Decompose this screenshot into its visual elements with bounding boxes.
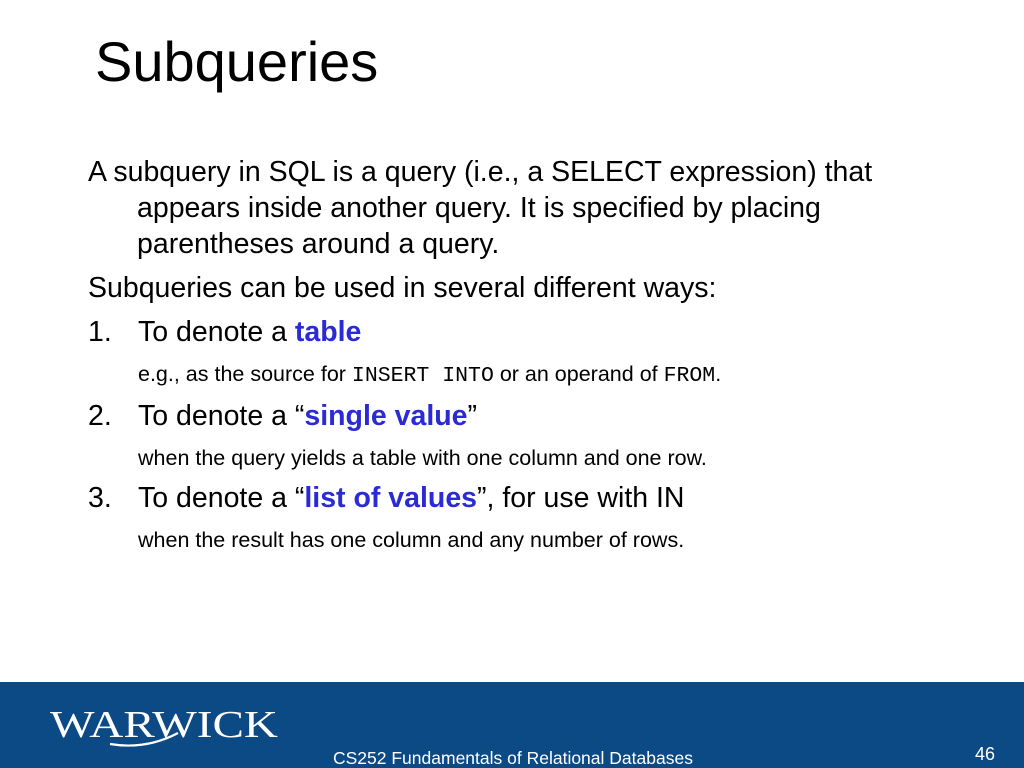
warwick-logo xyxy=(50,700,282,752)
list-item xyxy=(88,398,968,434)
item-text-after: ” xyxy=(467,400,478,432)
note-text: e.g., as the source for xyxy=(138,362,352,386)
slide-body xyxy=(88,154,968,554)
note-text: or an operand of xyxy=(493,362,664,386)
item-highlight: table xyxy=(294,316,362,348)
item-number: 1. xyxy=(88,316,112,348)
code-from: FROM xyxy=(663,364,716,388)
item-text: To denote a xyxy=(138,316,295,348)
item-note xyxy=(88,360,968,390)
list-item xyxy=(88,480,968,516)
item-note: when the query yields a table with one column and one row. xyxy=(138,446,707,470)
item-number: 2. xyxy=(88,400,112,432)
footer-bar xyxy=(0,682,1024,768)
item-highlight: single value xyxy=(304,400,468,432)
item-text: To denote a “ xyxy=(138,482,305,514)
code-insert-into: INSERT INTO xyxy=(351,364,494,388)
item-highlight: list of values xyxy=(304,482,478,514)
list-item xyxy=(88,314,968,350)
item-note: when the result has one column and any number of rows. xyxy=(138,528,685,552)
ways-paragraph: Subqueries can be used in several different ways: xyxy=(88,272,717,304)
slide-title: Subqueries xyxy=(95,30,379,93)
intro-paragraph: A subquery in SQL is a query (i.e., a SELECT expression) that appears inside another query. It is specified by placing parentheses around a query. xyxy=(88,156,873,260)
note-text: . xyxy=(715,362,722,386)
item-text: To denote a “ xyxy=(138,400,305,432)
item-text-after: ”, for use with IN xyxy=(477,482,685,514)
page-number: 46 xyxy=(975,744,996,764)
course-title: CS252 Fundamentals of Relational Databases xyxy=(333,748,693,768)
svg-text:WARWICK: WARWICK xyxy=(50,704,279,746)
item-number: 3. xyxy=(88,482,112,514)
